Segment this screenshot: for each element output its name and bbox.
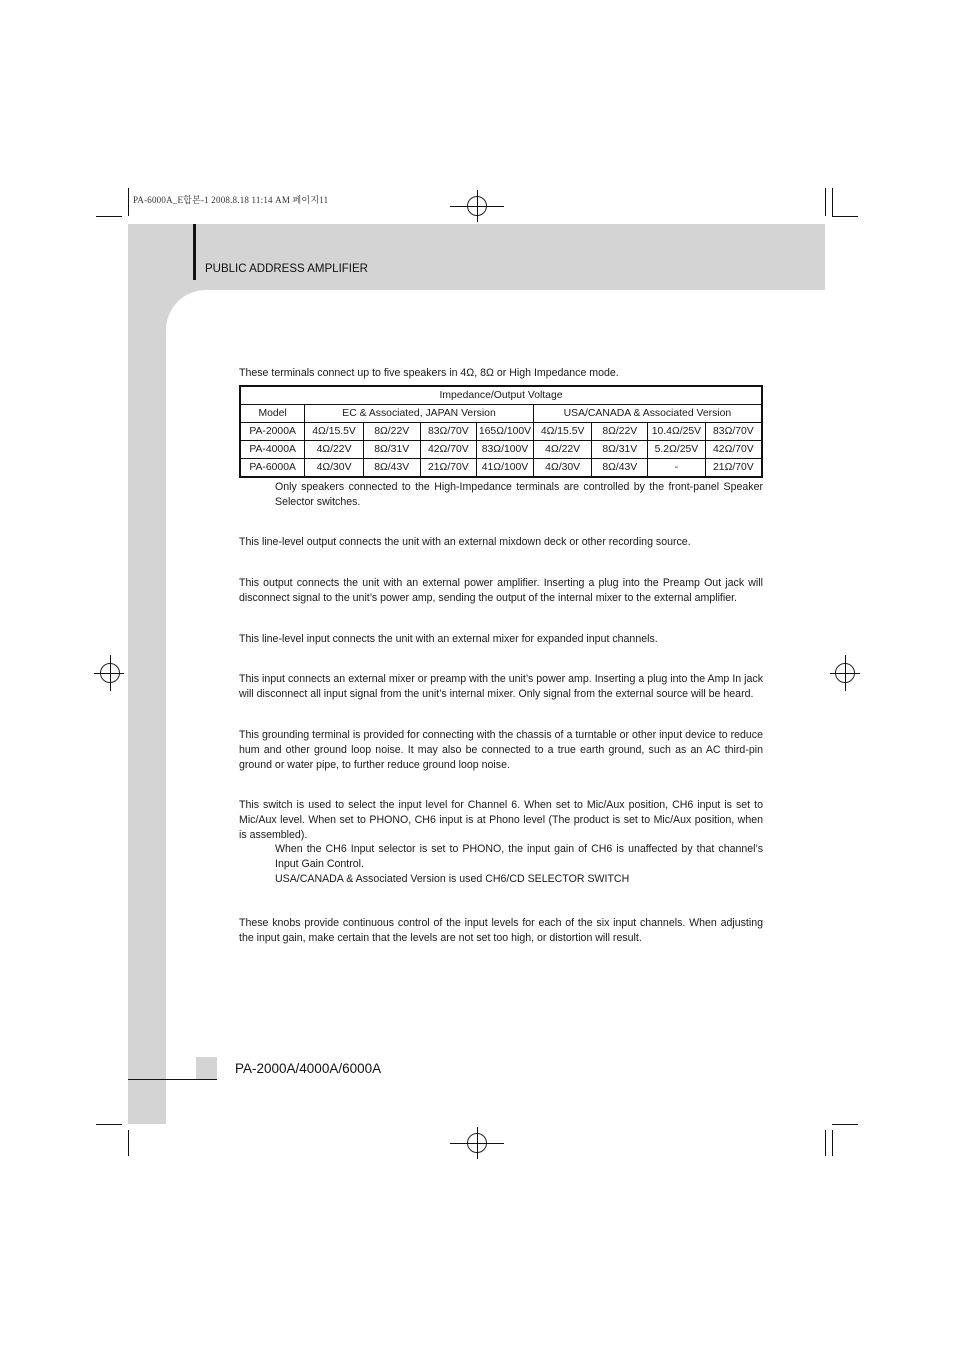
rec-out-description: This line-level output connects the unit with an external mixdown deck or other recording source. [239, 536, 691, 548]
table-cell: 8Ω/22V [592, 423, 648, 441]
table-cell: 4Ω/15.5V [533, 423, 592, 441]
table-cell: 42Ω/70V [420, 441, 477, 459]
table-cell: 21Ω/70V [420, 459, 477, 478]
model-cell: PA-4000A [240, 441, 305, 459]
speaker-terminals-intro: These terminals connect up to five speakers in 4Ω, 8Ω or High Impedance mode. [239, 367, 619, 379]
column-group-ec: EC & Associated, JAPAN Version [305, 405, 534, 423]
crop-mark [825, 188, 826, 216]
page-corner [166, 290, 246, 370]
crop-mark [832, 1124, 858, 1125]
crop-mark [825, 1130, 826, 1156]
table-cell: 83Ω/70V [420, 423, 477, 441]
print-slug: PA-6000A_E합본-1 2008.8.18 11:14 AM 페이지11 [133, 195, 329, 205]
left-margin-band [128, 290, 166, 1124]
table-cell: 4Ω/30V [305, 459, 364, 478]
table-cell: 4Ω/22V [305, 441, 364, 459]
table-cell: 8Ω/31V [592, 441, 648, 459]
amp-in-description: This input connects an external mixer or preamp with the unit’s power amp. Inserting a plug into the Amp In jack will disconnect all input signal from the unit’s internal mixer. Only signal from the external source will be heard. [239, 673, 763, 700]
table-row [240, 423, 762, 441]
table-cell: 8Ω/43V [363, 459, 420, 478]
ch6-switch-description: This switch is used to select the input level for Channel 6. When set to Mic/Aux position, CH6 input is set to Mic/Aux level. When set to PHONO, CH6 input is at Phono level (The product is set to Mic/Aux position, when is assembled). [239, 799, 763, 841]
table-cell: 8Ω/31V [363, 441, 420, 459]
line-in-description: This line-level input connects the unit with an external mixer for expanded input channels. [239, 633, 658, 645]
crop-mark [96, 216, 122, 217]
header-accent-bar [193, 224, 196, 280]
preamp-out-description: This output connects the unit with an external power amplifier. Inserting a plug into the Preamp Out jack will disconnect signal to the unit’s power amp, sending the output of the internal mixer to the external amplifier. [239, 577, 763, 604]
ground-terminal-description: This grounding terminal is provided for connecting with the chassis of a turntable or other input device to reduce hum and other ground loop noise. It may also be connected to a true earth ground, such as an AC third-pin ground or water pipe, to further reduce ground loop noise. [239, 729, 763, 771]
table-title: Impedance/Output Voltage [240, 386, 762, 405]
page-number-box [196, 1057, 217, 1079]
table-cell: 10.4Ω/25V [648, 423, 706, 441]
table-cell: 165Ω/100V [477, 423, 534, 441]
crop-mark [832, 188, 833, 216]
table-cell: 8Ω/22V [363, 423, 420, 441]
header-band [128, 224, 825, 290]
footer-model: PA-2000A/4000A/6000A [235, 1061, 382, 1076]
impedance-table [239, 385, 763, 478]
table-cell: 41Ω/100V [477, 459, 534, 478]
table-cell: - [648, 459, 706, 478]
footer-rule [128, 1079, 217, 1080]
column-header-model: Model [240, 405, 305, 423]
table-cell: 4Ω/30V [533, 459, 592, 478]
column-group-usa: USA/CANADA & Associated Version [533, 405, 762, 423]
speaker-selector-note: Only speakers connected to the High-Impedance terminals are controlled by the front-panel Speaker Selector switches. [275, 481, 763, 508]
header-title: PUBLIC ADDRESS AMPLIFIER [205, 263, 368, 275]
table-cell: 42Ω/70V [705, 441, 762, 459]
ch6-phono-note: When the CH6 Input selector is set to PHONO, the input gain of CH6 is unaffected by that channel’s Input Gain Control. [275, 843, 763, 870]
crop-mark [96, 1124, 122, 1125]
crop-mark [832, 216, 858, 217]
crop-mark [128, 1130, 129, 1156]
model-cell: PA-6000A [240, 459, 305, 478]
table-cell: 83Ω/70V [705, 423, 762, 441]
table-cell: 8Ω/43V [592, 459, 648, 478]
crop-mark [128, 188, 129, 216]
input-gain-description: These knobs provide continuous control of the input levels for each of the six input channels. When adjusting the input gain, make certain that the levels are not set too high, or distortion will result. [239, 917, 763, 944]
table-row [240, 441, 762, 459]
table-row [240, 459, 762, 478]
ch6-usa-note: USA/CANADA & Associated Version is used CH6/CD SELECTOR SWITCH [275, 873, 630, 885]
table-cell: 4Ω/22V [533, 441, 592, 459]
table-cell: 5.2Ω/25V [648, 441, 706, 459]
table-cell: 83Ω/100V [477, 441, 534, 459]
crop-mark [832, 1130, 833, 1156]
table-cell: 4Ω/15.5V [305, 423, 364, 441]
model-cell: PA-2000A [240, 423, 305, 441]
table-cell: 21Ω/70V [705, 459, 762, 478]
